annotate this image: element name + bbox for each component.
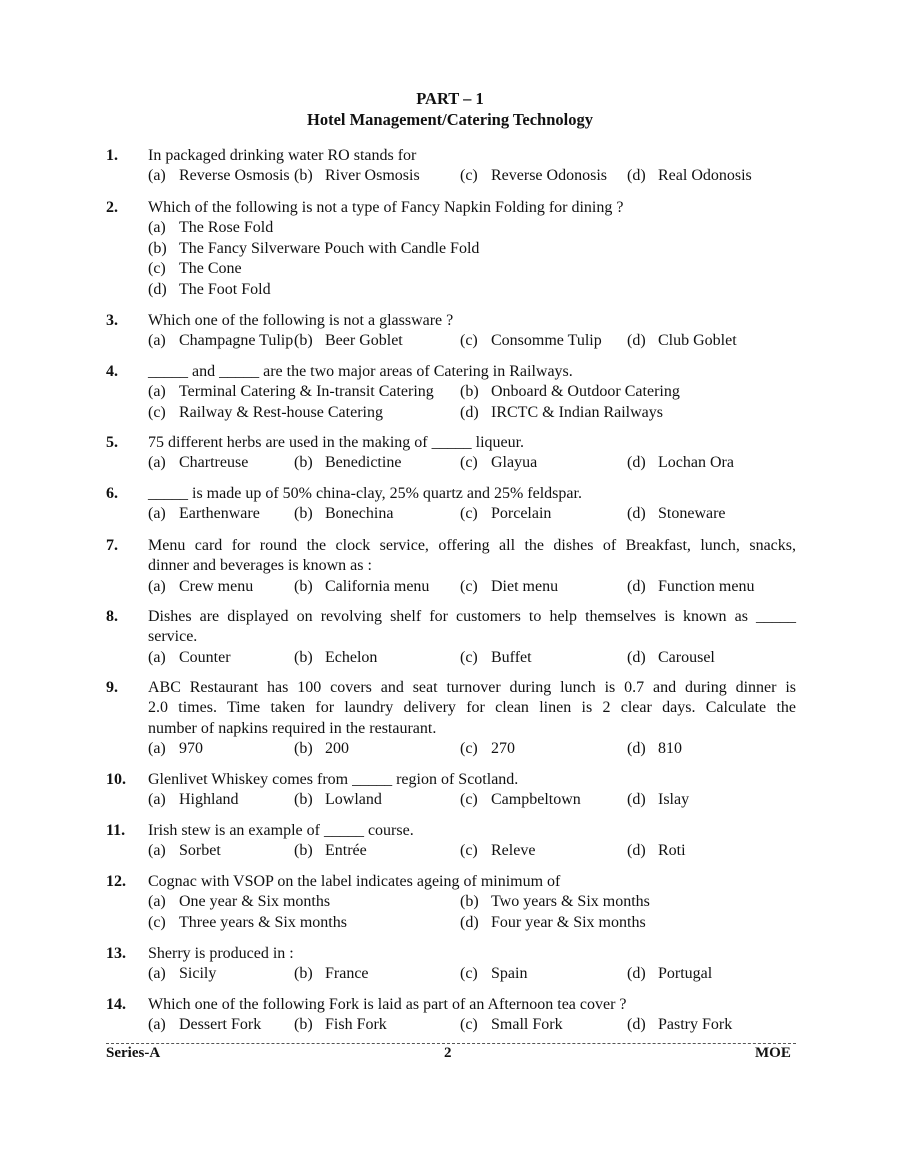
question-14 — [106, 995, 796, 1036]
option-text: Beer Goblet — [325, 332, 403, 350]
option-text: Echelon — [325, 648, 378, 666]
option-b — [294, 577, 429, 597]
option-text: France — [325, 965, 369, 983]
question-number: 12. — [106, 873, 126, 890]
option-row — [148, 964, 796, 984]
option-label: (a) — [148, 740, 166, 758]
option-a — [148, 648, 231, 668]
footer-rule — [106, 1043, 796, 1044]
option-a — [148, 382, 434, 402]
option-label: (a) — [148, 842, 166, 860]
option-label: (c) — [460, 791, 478, 809]
option-b — [460, 382, 680, 402]
option-b — [294, 504, 393, 524]
option-label: (c) — [460, 505, 478, 523]
option-label: (a) — [148, 383, 166, 401]
option-label: (d) — [627, 791, 646, 809]
option-label: (b) — [148, 239, 167, 257]
option-text: Roti — [658, 842, 686, 860]
option-label: (d) — [460, 403, 479, 421]
question-number: 9. — [106, 679, 118, 696]
question-text: number of napkins required in the restaurant. — [148, 719, 437, 737]
option-label: (d) — [627, 1016, 646, 1034]
option-text: 200 — [325, 740, 349, 758]
option-row — [148, 739, 796, 759]
option-row — [148, 648, 796, 668]
option-label: (a) — [148, 219, 166, 237]
option-c — [460, 166, 607, 186]
option-text: The Foot Fold — [179, 280, 271, 298]
option-c — [460, 331, 602, 351]
question-text: Which one of the following Fork is laid as part of an Afternoon tea cover ? — [148, 996, 627, 1013]
option-text: Spain — [491, 965, 528, 983]
option-b — [148, 240, 479, 257]
question-text: dinner and beverages is known as : — [148, 557, 372, 575]
option-d — [627, 453, 734, 473]
option-label: (c) — [460, 577, 478, 595]
option-label: (b) — [294, 454, 313, 472]
option-label: (c) — [460, 740, 478, 758]
option-a — [148, 219, 273, 236]
question-text: Glenlivet Whiskey comes from _____ region of Scotland. — [148, 771, 519, 788]
question-number: 8. — [106, 608, 118, 625]
option-label: (a) — [148, 1016, 166, 1034]
option-a — [148, 166, 290, 186]
option-label: (c) — [460, 965, 478, 983]
option-label: (c) — [460, 332, 478, 350]
part-heading: PART – 1 — [416, 89, 484, 108]
option-label: (a) — [148, 167, 166, 185]
option-label: (b) — [294, 648, 313, 666]
option-row — [148, 577, 796, 597]
option-text: River Osmosis — [325, 167, 420, 185]
option-label: (b) — [294, 167, 313, 185]
option-c — [460, 504, 551, 524]
option-text: The Rose Fold — [179, 219, 274, 237]
option-label: (c) — [148, 913, 166, 931]
footer-page-number: 2 — [444, 1045, 452, 1061]
option-b — [294, 790, 382, 810]
option-text: Bonechina — [325, 505, 394, 523]
option-row — [148, 913, 796, 933]
option-row — [148, 166, 796, 186]
option-label: (b) — [294, 332, 313, 350]
option-d — [627, 331, 737, 351]
question-2 — [106, 198, 796, 300]
option-a — [148, 331, 293, 351]
option-text: California menu — [325, 577, 430, 595]
option-a — [148, 790, 239, 810]
option-label: (d) — [627, 505, 646, 523]
option-d — [627, 841, 686, 861]
option-text: Fish Fork — [325, 1016, 387, 1034]
option-text: Consomme Tulip — [491, 332, 602, 350]
option-row — [148, 841, 796, 861]
option-b — [294, 453, 401, 473]
option-label: (c) — [460, 454, 478, 472]
option-a — [148, 892, 330, 912]
option-c — [460, 648, 532, 668]
option-d — [627, 790, 689, 810]
option-text: Stoneware — [658, 505, 726, 523]
option-d — [627, 964, 712, 984]
question-text: In packaged drinking water RO stands for — [148, 147, 417, 164]
option-line — [148, 239, 796, 259]
option-text: Onboard & Outdoor Catering — [491, 383, 680, 401]
question-number: 5. — [106, 434, 118, 451]
option-label: (b) — [294, 791, 313, 809]
option-c — [460, 841, 535, 861]
option-label: (d) — [627, 648, 646, 666]
option-d — [627, 648, 715, 668]
option-label: (b) — [460, 893, 479, 911]
question-text: _____ is made up of 50% china-clay, 25% quartz and 25% feldspar. — [148, 485, 582, 502]
option-line — [148, 218, 796, 238]
question-8 — [106, 607, 796, 668]
option-text: Two years & Six months — [491, 893, 650, 911]
question-number: 7. — [106, 537, 118, 554]
option-a — [148, 577, 253, 597]
question-text: 75 different herbs are used in the making of _____ liqueur. — [148, 434, 525, 451]
option-b — [294, 841, 367, 861]
option-a — [148, 964, 216, 984]
option-label: (c) — [460, 842, 478, 860]
option-d — [627, 504, 726, 524]
option-d — [460, 403, 663, 423]
option-label: (c) — [460, 1016, 478, 1034]
option-row — [148, 453, 796, 473]
option-a — [148, 453, 248, 473]
option-d — [627, 166, 752, 186]
option-label: (c) — [148, 403, 166, 421]
option-text: Small Fork — [491, 1016, 563, 1034]
question-number: 6. — [106, 485, 118, 502]
option-b — [460, 892, 650, 912]
option-a — [148, 739, 203, 759]
option-text: One year & Six months — [179, 893, 331, 911]
option-row — [148, 403, 796, 423]
question-text: 2.0 times. Time taken for laundry delivery for clean linen is 2 clear days. Calculate the — [148, 699, 796, 717]
option-text: 810 — [658, 740, 682, 758]
option-text: Club Goblet — [658, 332, 737, 350]
option-d — [627, 1015, 732, 1035]
option-text: Counter — [179, 648, 231, 666]
option-line — [148, 280, 796, 300]
option-label: (b) — [294, 842, 313, 860]
option-d — [627, 577, 754, 597]
option-label: (d) — [627, 332, 646, 350]
question-12 — [106, 872, 796, 933]
option-d — [148, 281, 271, 298]
option-label: (b) — [294, 965, 313, 983]
option-c — [460, 453, 537, 473]
option-b — [294, 964, 369, 984]
question-text: Sherry is produced in : — [148, 945, 294, 962]
option-label: (c) — [148, 260, 166, 278]
question-number: 10. — [106, 771, 126, 788]
question-10 — [106, 770, 796, 811]
option-label: (a) — [148, 577, 166, 595]
option-text: Sorbet — [179, 842, 221, 860]
option-c — [460, 577, 558, 597]
option-text: Diet menu — [491, 577, 559, 595]
option-text: Buffet — [491, 648, 532, 666]
option-text: Function menu — [658, 577, 755, 595]
question-4 — [106, 362, 796, 423]
option-text: The Cone — [179, 260, 242, 278]
option-text: Benedictine — [325, 454, 402, 472]
option-label: (d) — [627, 740, 646, 758]
option-text: Lochan Ora — [658, 454, 734, 472]
option-b — [294, 739, 349, 759]
option-text: Highland — [179, 791, 239, 809]
question-text: ABC Restaurant has 100 covers and seat turnover during lunch is 0.7 and during dinner is — [148, 679, 796, 696]
option-label: (d) — [627, 965, 646, 983]
question-text: Menu card for round the clock service, offering all the dishes of Breakfast, lunch, snacks, — [148, 537, 796, 554]
footer-series: Series-A — [106, 1045, 161, 1061]
option-text: Portugal — [658, 965, 713, 983]
question-text: service. — [148, 628, 198, 646]
question-11 — [106, 821, 796, 862]
question-number: 3. — [106, 312, 118, 329]
option-text: Railway & Rest-house Catering — [179, 403, 383, 421]
question-text: Which of the following is not a type of Fancy Napkin Folding for dining ? — [148, 199, 624, 216]
footer-code: MOE — [755, 1045, 791, 1061]
option-text: IRCTC & Indian Railways — [491, 403, 663, 421]
option-label: (a) — [148, 332, 166, 350]
option-text: Champagne Tulip — [179, 332, 294, 350]
option-label: (c) — [460, 648, 478, 666]
option-label: (b) — [294, 740, 313, 758]
option-c — [148, 403, 383, 423]
subject-heading: Hotel Management/Catering Technology — [307, 110, 593, 129]
option-row — [148, 790, 796, 810]
option-label: (b) — [294, 577, 313, 595]
option-text: Carousel — [658, 648, 715, 666]
question-text: _____ and _____ are the two major areas of Catering in Railways. — [148, 363, 573, 380]
option-label: (a) — [148, 454, 166, 472]
option-label: (b) — [294, 1016, 313, 1034]
question-9 — [106, 678, 796, 760]
option-c — [460, 790, 581, 810]
option-text: Dessert Fork — [179, 1016, 262, 1034]
option-text: Glayua — [491, 454, 538, 472]
option-label: (a) — [148, 893, 166, 911]
option-label: (a) — [148, 791, 166, 809]
question-5 — [106, 433, 796, 474]
question-1 — [106, 146, 796, 187]
question-number: 14. — [106, 996, 126, 1013]
option-d — [460, 913, 646, 933]
question-13 — [106, 944, 796, 985]
option-label: (b) — [460, 383, 479, 401]
option-text: Pastry Fork — [658, 1016, 733, 1034]
question-3 — [106, 311, 796, 352]
option-row — [148, 382, 796, 402]
option-b — [294, 331, 403, 351]
option-text: Terminal Catering & In-transit Catering — [179, 383, 434, 401]
option-label: (a) — [148, 965, 166, 983]
option-text: Chartreuse — [179, 454, 249, 472]
option-text: Crew menu — [179, 577, 254, 595]
option-text: Reverse Odonosis — [491, 167, 607, 185]
option-b — [294, 166, 420, 186]
option-c — [148, 913, 347, 933]
option-b — [294, 1015, 387, 1035]
option-text: Entrée — [325, 842, 367, 860]
option-text: The Fancy Silverware Pouch with Candle Fold — [179, 239, 480, 257]
option-c — [148, 260, 242, 277]
option-text: Earthenware — [179, 505, 260, 523]
option-text: Porcelain — [491, 505, 552, 523]
option-text: Islay — [658, 791, 690, 809]
option-label: (d) — [148, 280, 167, 298]
option-a — [148, 1015, 261, 1035]
option-c — [460, 1015, 563, 1035]
question-number: 11. — [106, 822, 126, 839]
option-row — [148, 331, 796, 351]
option-line — [148, 259, 796, 279]
option-label: (d) — [627, 577, 646, 595]
option-text: 970 — [179, 740, 203, 758]
option-d — [627, 739, 682, 759]
option-a — [148, 504, 260, 524]
option-label: (d) — [627, 167, 646, 185]
option-c — [460, 964, 527, 984]
question-text: Cognac with VSOP on the label indicates ageing of minimum of — [148, 873, 561, 890]
option-text: Four year & Six months — [491, 913, 646, 931]
option-row — [148, 504, 796, 524]
question-text: Dishes are displayed on revolving shelf for customers to help themselves is known as _____ — [148, 608, 796, 625]
question-6 — [106, 484, 796, 525]
option-label: (c) — [460, 167, 478, 185]
option-label: (a) — [148, 648, 166, 666]
option-label: (d) — [627, 842, 646, 860]
question-text: Which one of the following is not a glassware ? — [148, 312, 454, 329]
option-label: (a) — [148, 505, 166, 523]
question-number: 13. — [106, 945, 126, 962]
option-text: 270 — [491, 740, 515, 758]
option-row — [148, 892, 796, 912]
option-text: Reverse Osmosis — [179, 167, 290, 185]
option-label: (d) — [627, 454, 646, 472]
option-text: Lowland — [325, 791, 382, 809]
option-label: (d) — [460, 913, 479, 931]
option-a — [148, 841, 221, 861]
option-row — [148, 1015, 796, 1035]
question-text: Irish stew is an example of _____ course. — [148, 822, 414, 839]
option-text: Three years & Six months — [179, 913, 347, 931]
question-number: 1. — [106, 147, 118, 164]
option-text: Sicily — [179, 965, 217, 983]
option-c — [460, 739, 515, 759]
option-text: Campbeltown — [491, 791, 581, 809]
option-b — [294, 648, 377, 668]
option-label: (b) — [294, 505, 313, 523]
option-text: Releve — [491, 842, 536, 860]
option-text: Real Odonosis — [658, 167, 752, 185]
question-number: 4. — [106, 363, 118, 380]
question-number: 2. — [106, 199, 118, 216]
question-7 — [106, 536, 796, 597]
